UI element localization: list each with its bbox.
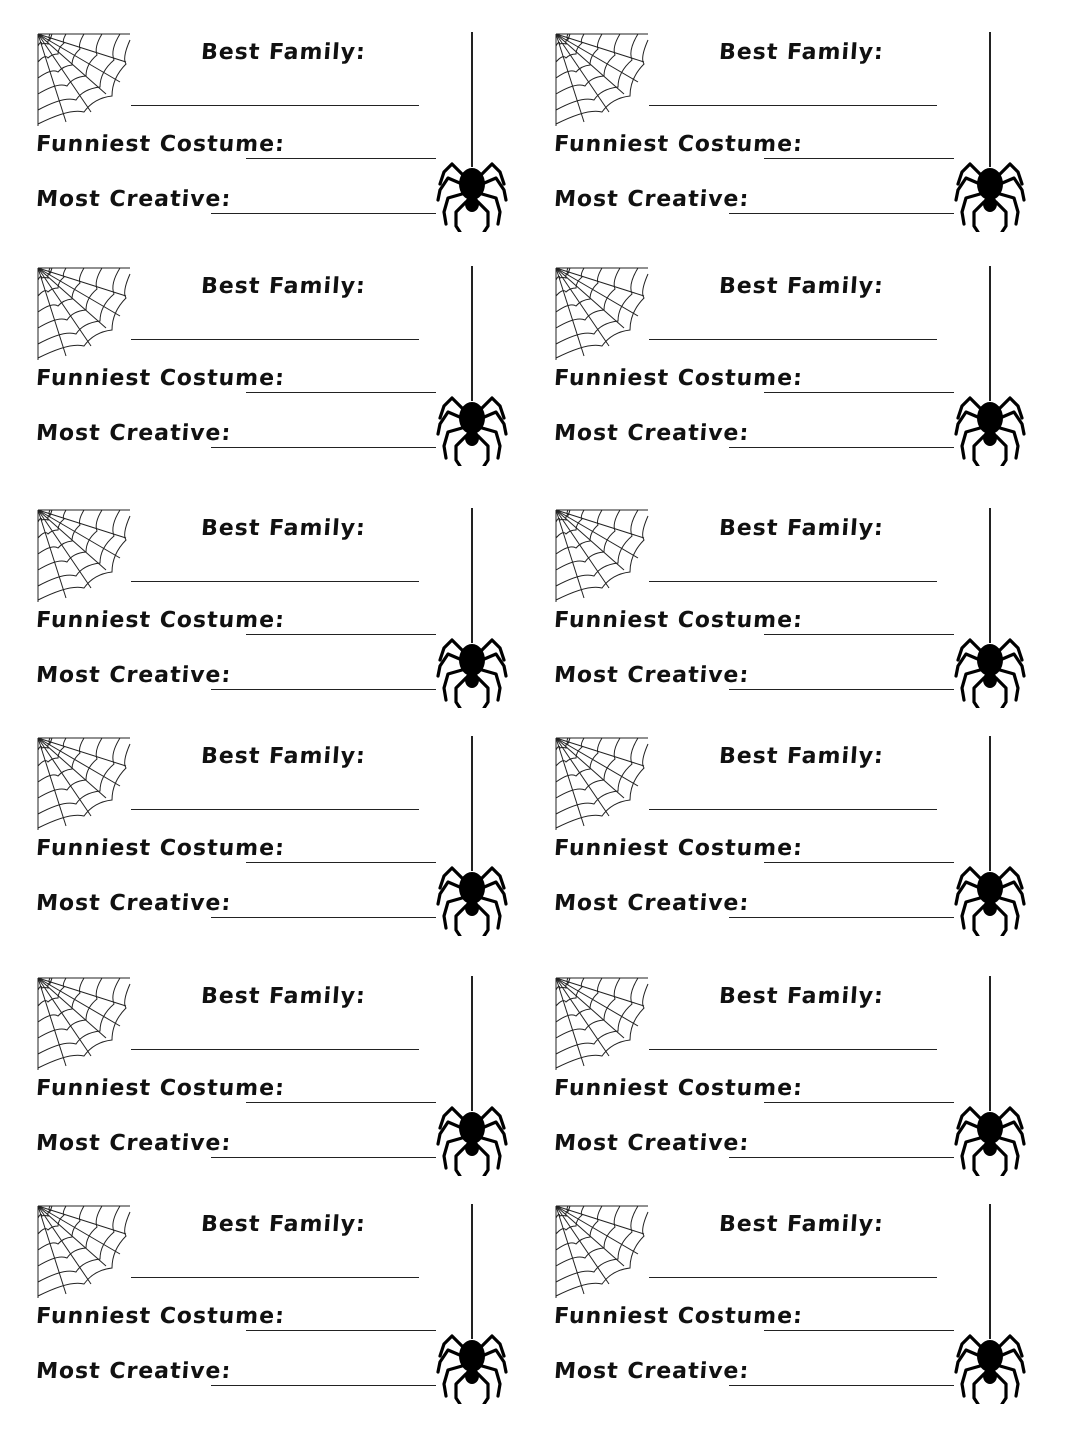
best-family-line[interactable]	[649, 1277, 937, 1278]
best-family-line[interactable]	[131, 1277, 419, 1278]
award-card-r5-c2	[554, 976, 1034, 1176]
spider-thread	[471, 508, 473, 643]
spider-icon	[434, 384, 510, 466]
best-family-label: Best Family:	[718, 40, 885, 65]
funniest-costume-line[interactable]	[246, 158, 436, 159]
most-creative-label: Most Creative:	[35, 663, 233, 688]
most-creative-line[interactable]	[729, 917, 954, 918]
award-card-r1-c2	[554, 32, 1034, 232]
spider-icon	[434, 626, 510, 708]
best-family-label: Best Family:	[200, 1212, 367, 1237]
spider-thread	[471, 1204, 473, 1339]
funniest-costume-label: Funniest Costume:	[553, 132, 804, 157]
most-creative-label: Most Creative:	[553, 663, 751, 688]
award-card-r3-c1	[36, 508, 516, 708]
spider-icon	[952, 1322, 1028, 1404]
funniest-costume-line[interactable]	[764, 634, 954, 635]
spider-web-icon	[36, 266, 132, 362]
most-creative-label: Most Creative:	[35, 1359, 233, 1384]
best-family-label: Best Family:	[718, 984, 885, 1009]
best-family-label: Best Family:	[200, 516, 367, 541]
award-card-r6-c2	[554, 1204, 1034, 1404]
spider-thread	[471, 736, 473, 871]
most-creative-line[interactable]	[211, 447, 436, 448]
funniest-costume-line[interactable]	[764, 158, 954, 159]
most-creative-line[interactable]	[729, 447, 954, 448]
spider-thread	[471, 266, 473, 401]
spider-icon	[952, 1094, 1028, 1176]
best-family-label: Best Family:	[200, 744, 367, 769]
award-card-r4-c1	[36, 736, 516, 936]
spider-web-icon	[554, 508, 650, 604]
best-family-label: Best Family:	[200, 984, 367, 1009]
most-creative-line[interactable]	[211, 917, 436, 918]
spider-thread	[989, 976, 991, 1111]
most-creative-label: Most Creative:	[553, 1131, 751, 1156]
best-family-line[interactable]	[131, 1049, 419, 1050]
most-creative-label: Most Creative:	[35, 187, 233, 212]
spider-web-icon	[554, 32, 650, 128]
spider-icon	[434, 854, 510, 936]
best-family-line[interactable]	[649, 1049, 937, 1050]
most-creative-label: Most Creative:	[553, 891, 751, 916]
spider-web-icon	[554, 736, 650, 832]
funniest-costume-line[interactable]	[246, 862, 436, 863]
best-family-label: Best Family:	[718, 516, 885, 541]
best-family-label: Best Family:	[200, 40, 367, 65]
spider-thread	[471, 976, 473, 1111]
best-family-label: Best Family:	[718, 274, 885, 299]
funniest-costume-label: Funniest Costume:	[35, 366, 286, 391]
spider-web-icon	[36, 32, 132, 128]
funniest-costume-line[interactable]	[764, 862, 954, 863]
most-creative-label: Most Creative:	[553, 187, 751, 212]
spider-web-icon	[36, 976, 132, 1072]
spider-web-icon	[554, 1204, 650, 1300]
best-family-line[interactable]	[131, 581, 419, 582]
most-creative-line[interactable]	[729, 1385, 954, 1386]
best-family-line[interactable]	[649, 339, 937, 340]
funniest-costume-line[interactable]	[246, 1102, 436, 1103]
best-family-label: Best Family:	[718, 1212, 885, 1237]
funniest-costume-label: Funniest Costume:	[35, 1304, 286, 1329]
spider-thread	[471, 32, 473, 167]
most-creative-line[interactable]	[729, 1157, 954, 1158]
funniest-costume-label: Funniest Costume:	[553, 836, 804, 861]
spider-thread	[989, 266, 991, 401]
award-card-r6-c1	[36, 1204, 516, 1404]
funniest-costume-line[interactable]	[246, 634, 436, 635]
funniest-costume-line[interactable]	[764, 1330, 954, 1331]
award-card-r5-c1	[36, 976, 516, 1176]
most-creative-label: Most Creative:	[35, 1131, 233, 1156]
funniest-costume-label: Funniest Costume:	[35, 1076, 286, 1101]
spider-icon	[434, 1094, 510, 1176]
spider-icon	[434, 1322, 510, 1404]
spider-icon	[434, 150, 510, 232]
most-creative-label: Most Creative:	[35, 421, 233, 446]
most-creative-line[interactable]	[211, 1385, 436, 1386]
funniest-costume-line[interactable]	[764, 392, 954, 393]
award-card-r2-c2	[554, 266, 1034, 466]
spider-thread	[989, 508, 991, 643]
spider-thread	[989, 32, 991, 167]
spider-icon	[952, 384, 1028, 466]
award-card-r3-c2	[554, 508, 1034, 708]
award-card-r2-c1	[36, 266, 516, 466]
best-family-line[interactable]	[649, 105, 937, 106]
best-family-label: Best Family:	[718, 744, 885, 769]
best-family-line[interactable]	[649, 581, 937, 582]
most-creative-line[interactable]	[211, 689, 436, 690]
best-family-line[interactable]	[131, 809, 419, 810]
spider-web-icon	[36, 736, 132, 832]
spider-web-icon	[36, 1204, 132, 1300]
best-family-label: Best Family:	[200, 274, 367, 299]
spider-icon	[952, 626, 1028, 708]
funniest-costume-line[interactable]	[246, 1330, 436, 1331]
award-card-r1-c1	[36, 32, 516, 232]
most-creative-line[interactable]	[211, 213, 436, 214]
funniest-costume-label: Funniest Costume:	[553, 608, 804, 633]
funniest-costume-label: Funniest Costume:	[35, 132, 286, 157]
spider-web-icon	[554, 266, 650, 362]
most-creative-line[interactable]	[729, 213, 954, 214]
funniest-costume-label: Funniest Costume:	[35, 608, 286, 633]
funniest-costume-line[interactable]	[764, 1102, 954, 1103]
spider-icon	[952, 854, 1028, 936]
funniest-costume-line[interactable]	[246, 392, 436, 393]
most-creative-label: Most Creative:	[553, 1359, 751, 1384]
spider-web-icon	[36, 508, 132, 604]
award-card-r4-c2	[554, 736, 1034, 936]
most-creative-line[interactable]	[729, 689, 954, 690]
spider-thread	[989, 736, 991, 871]
most-creative-label: Most Creative:	[553, 421, 751, 446]
funniest-costume-label: Funniest Costume:	[553, 1076, 804, 1101]
best-family-line[interactable]	[649, 809, 937, 810]
best-family-line[interactable]	[131, 105, 419, 106]
funniest-costume-label: Funniest Costume:	[553, 366, 804, 391]
spider-icon	[952, 150, 1028, 232]
funniest-costume-label: Funniest Costume:	[553, 1304, 804, 1329]
best-family-line[interactable]	[131, 339, 419, 340]
most-creative-line[interactable]	[211, 1157, 436, 1158]
spider-web-icon	[554, 976, 650, 1072]
funniest-costume-label: Funniest Costume:	[35, 836, 286, 861]
most-creative-label: Most Creative:	[35, 891, 233, 916]
spider-thread	[989, 1204, 991, 1339]
